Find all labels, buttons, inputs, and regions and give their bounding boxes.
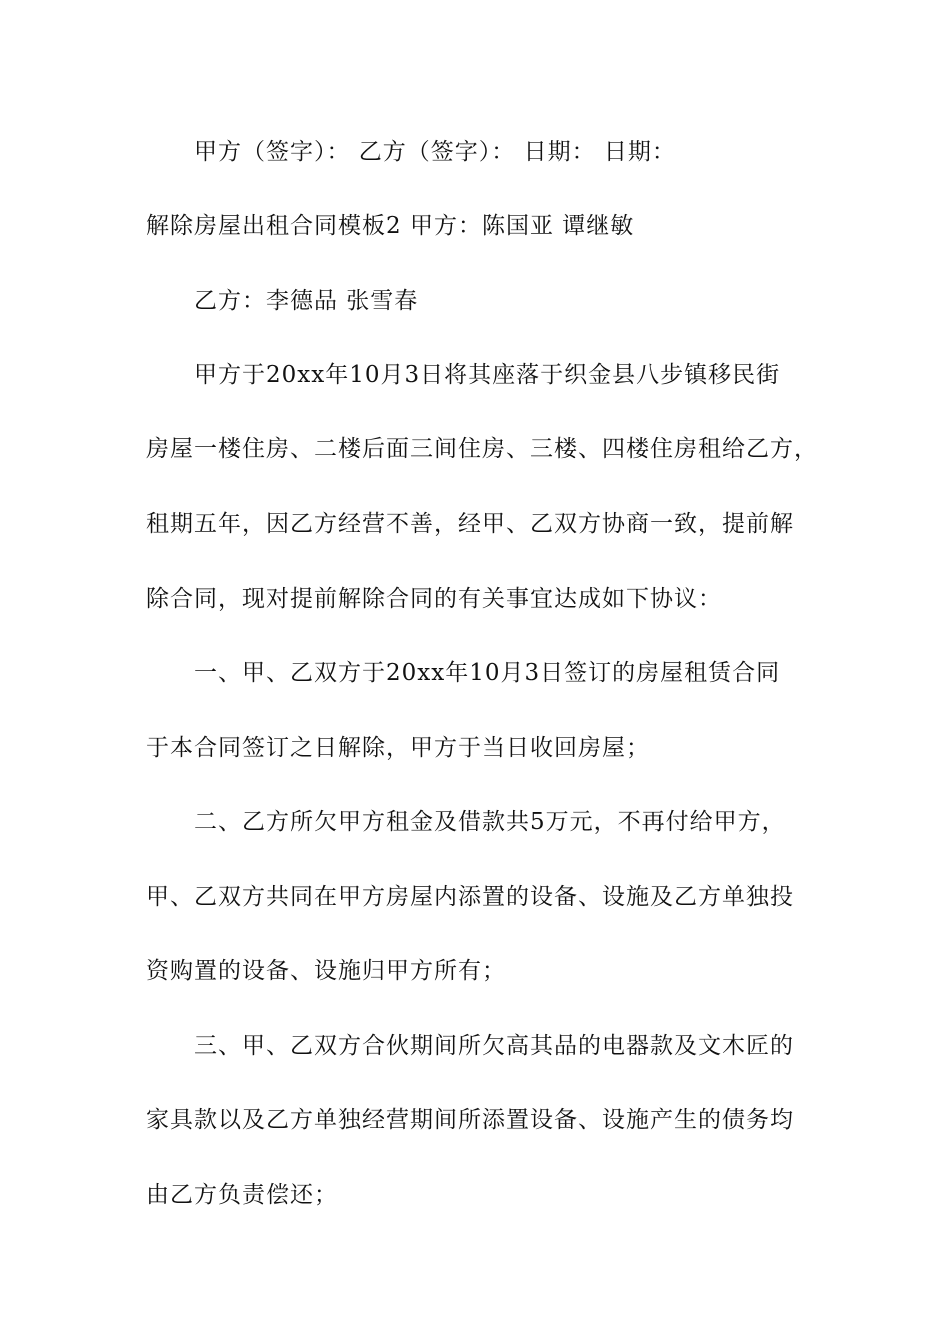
- paragraph-line: 房屋一楼住房、二楼后面三间住房、三楼、四楼住房租给乙方，: [146, 436, 818, 462]
- party-b-line: 乙方：李德品 张雪春: [194, 288, 419, 314]
- paragraph-line: 租期五年，因乙方经营不善，经甲、乙双方协商一致，提前解: [146, 511, 794, 537]
- clause-two-line: 资购置的设备、设施归甲方所有；: [146, 958, 506, 984]
- clause-two-line: 二、乙方所欠甲方租金及借款共5万元，不再付给甲方，: [194, 809, 786, 835]
- clause-two-line: 甲、乙双方共同在甲方房屋内添置的设备、设施及乙方单独投: [146, 884, 794, 910]
- clause-three-line: 由乙方负责偿还；: [146, 1182, 338, 1208]
- clause-three-line: 三、甲、乙双方合伙期间所欠高其品的电器款及文木匠的: [194, 1033, 794, 1059]
- clause-one-line: 一、甲、乙双方于20xx年10月3日签订的房屋租赁合同: [194, 660, 781, 686]
- paragraph-line: 甲方于20xx年10月3日将其座落于织金县八步镇移民街: [194, 362, 781, 388]
- signature-line: 甲方（签字）： 乙方（签字）： 日期： 日期：: [194, 139, 676, 165]
- paragraph-line: 除合同，现对提前解除合同的有关事宜达成如下协议：: [146, 586, 722, 612]
- template-title-and-party-a: 解除房屋出租合同模板2 甲方：陈国亚 谭继敏: [146, 213, 635, 239]
- clause-three-line: 家具款以及乙方单独经营期间所添置设备、设施产生的债务均: [146, 1107, 794, 1133]
- clause-one-line: 于本合同签订之日解除，甲方于当日收回房屋；: [146, 735, 650, 761]
